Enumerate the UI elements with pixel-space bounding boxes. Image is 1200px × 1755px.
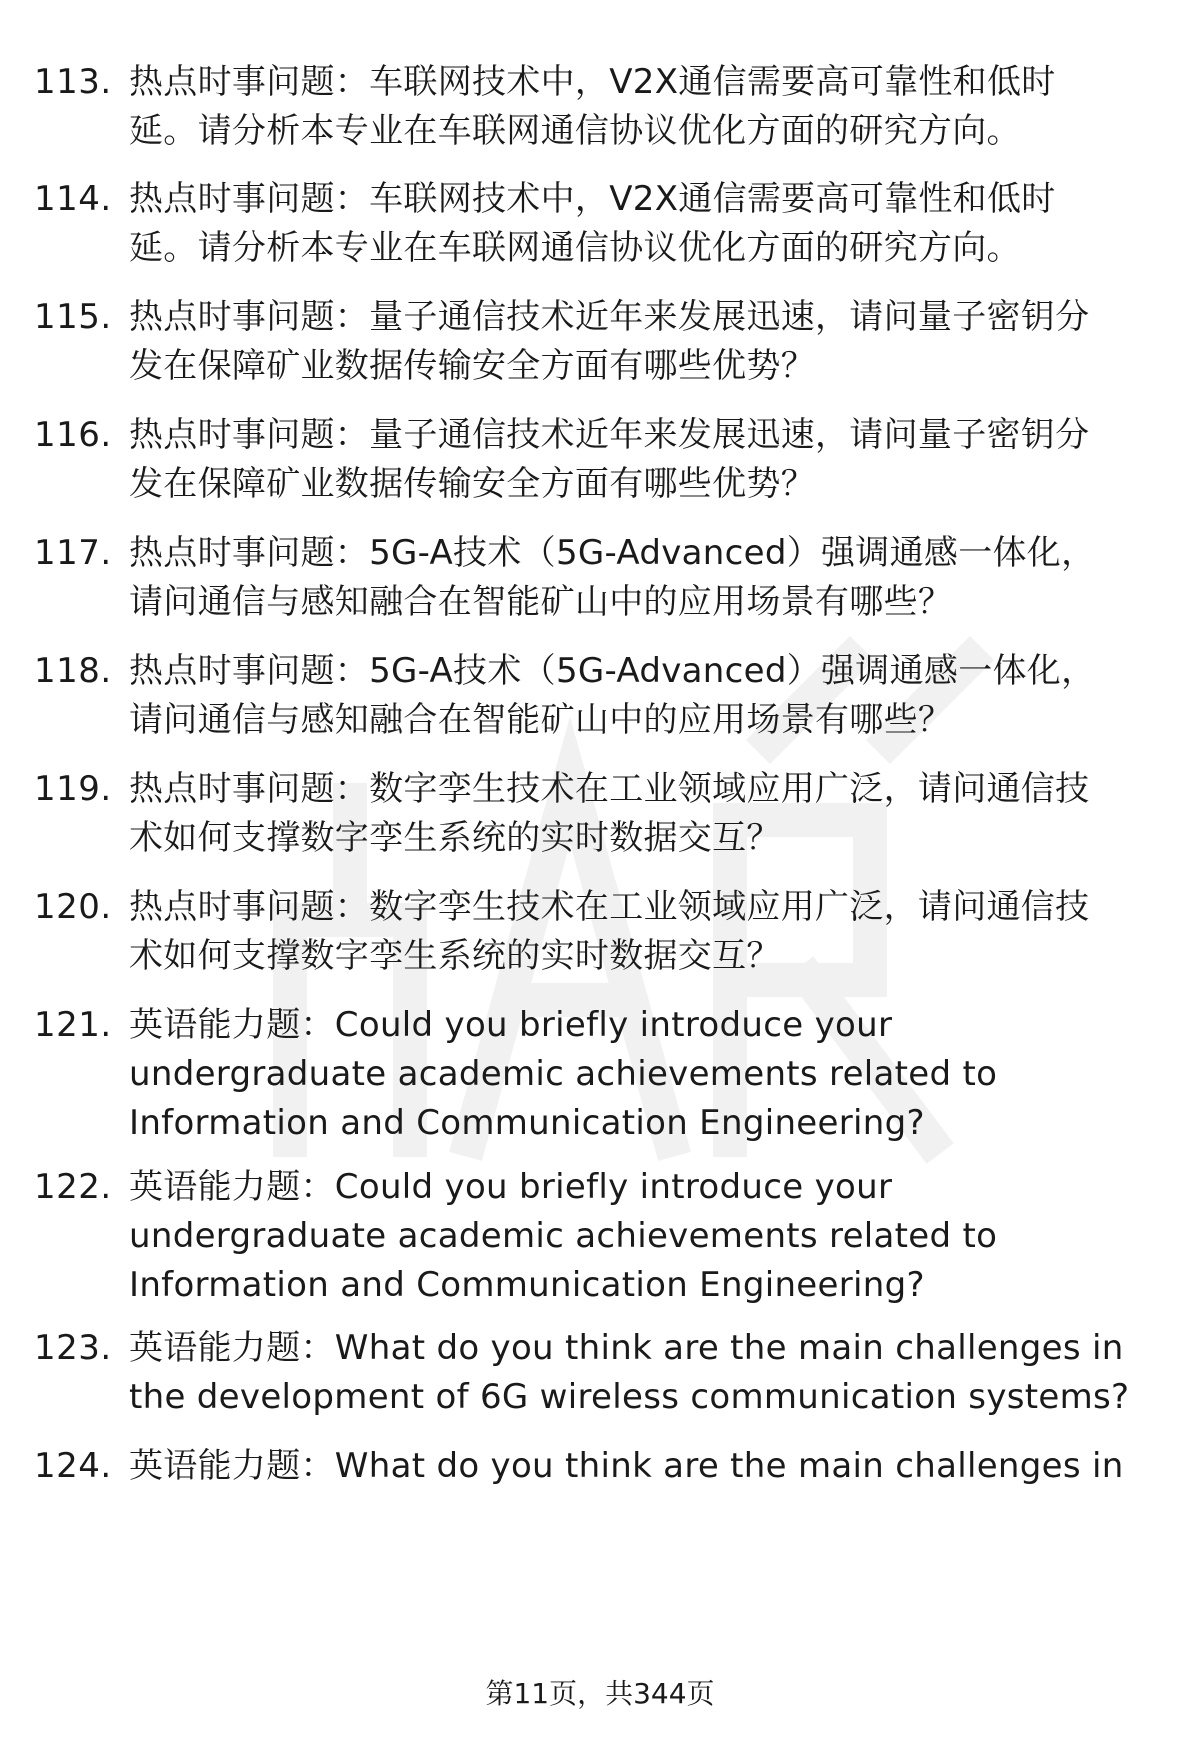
question-text-line: 热点时事问题：车联网技术中，V2X通信需要高可靠性和低时	[129, 62, 1056, 102]
question-text-line: 发在保障矿业数据传输安全方面有哪些优势？	[129, 464, 815, 504]
page-number: 第11页，共344页	[485, 1677, 715, 1710]
question-number: 123.	[34, 1328, 112, 1368]
question-number: 117.	[34, 533, 112, 573]
question-text-line: 术如何支撑数字孪生系统的实时数据交互？	[129, 818, 781, 858]
question-text	[129, 1442, 1139, 1491]
question-text-line: 热点时事问题：5G-A技术（5G-Advanced）强调通感一体化，	[129, 533, 1096, 573]
question-text-line: undergraduate academic achievements related to	[129, 1216, 998, 1256]
question-text-line: 热点时事问题：数字孪生技术在工业领域应用广泛，请问通信技	[129, 887, 1090, 927]
question-text	[129, 883, 1139, 981]
question-number: 113.	[34, 62, 112, 102]
question-text-line: 热点时事问题：数字孪生技术在工业领域应用广泛，请问通信技	[129, 769, 1090, 809]
question-text-line: Information and Communication Engineering?	[129, 1265, 925, 1305]
question-number: 122.	[34, 1167, 112, 1207]
question-text-line: 热点时事问题：量子通信技术近年来发展迅速，请问量子密钥分	[129, 415, 1090, 455]
question-number: 119.	[34, 769, 112, 809]
question-text-line: 热点时事问题：5G-A技术（5G-Advanced）强调通感一体化，	[129, 651, 1096, 691]
question-text-line: 热点时事问题：车联网技术中，V2X通信需要高可靠性和低时	[129, 179, 1056, 219]
question-text	[129, 1163, 1139, 1310]
question-text	[129, 293, 1139, 391]
question-number: 124.	[34, 1446, 112, 1486]
question-text	[129, 1001, 1139, 1148]
question-text	[129, 647, 1139, 745]
question-text-line: 请问通信与感知融合在智能矿山中的应用场景有哪些？	[129, 582, 953, 622]
question-number: 116.	[34, 415, 112, 455]
question-number: 114.	[34, 179, 112, 219]
question-text	[129, 529, 1139, 627]
question-text-line: 请问通信与感知融合在智能矿山中的应用场景有哪些？	[129, 700, 953, 740]
question-text-line: Information and Communication Engineering?	[129, 1103, 925, 1143]
question-text-line: 术如何支撑数字孪生系统的实时数据交互？	[129, 936, 781, 976]
question-text	[129, 765, 1139, 863]
question-text	[129, 58, 1139, 156]
question-text-line: the development of 6G wireless communication systems?	[129, 1377, 1130, 1417]
question-text	[129, 1324, 1139, 1422]
question-number: 115.	[34, 297, 112, 337]
question-text	[129, 175, 1139, 273]
question-text-line: 英语能力题：Could you briefly introduce your	[129, 1005, 893, 1045]
question-text-line: 热点时事问题：量子通信技术近年来发展迅速，请问量子密钥分	[129, 297, 1090, 337]
question-text-line: 英语能力题：Could you briefly introduce your	[129, 1167, 893, 1207]
question-text-line: 延。请分析本专业在车联网通信协议优化方面的研究方向。	[129, 111, 1021, 151]
question-text	[129, 411, 1139, 509]
question-text-line: 英语能力题：What do you think are the main challenges in	[129, 1446, 1124, 1486]
question-text-line: 延。请分析本专业在车联网通信协议优化方面的研究方向。	[129, 228, 1021, 268]
question-text-line: 发在保障矿业数据传输安全方面有哪些优势？	[129, 346, 815, 386]
question-number: 120.	[34, 887, 112, 927]
question-text-line: undergraduate academic achievements related to	[129, 1054, 998, 1094]
question-number: 121.	[34, 1005, 112, 1045]
question-text-line: 英语能力题：What do you think are the main challenges in	[129, 1328, 1124, 1368]
question-number: 118.	[34, 651, 112, 691]
